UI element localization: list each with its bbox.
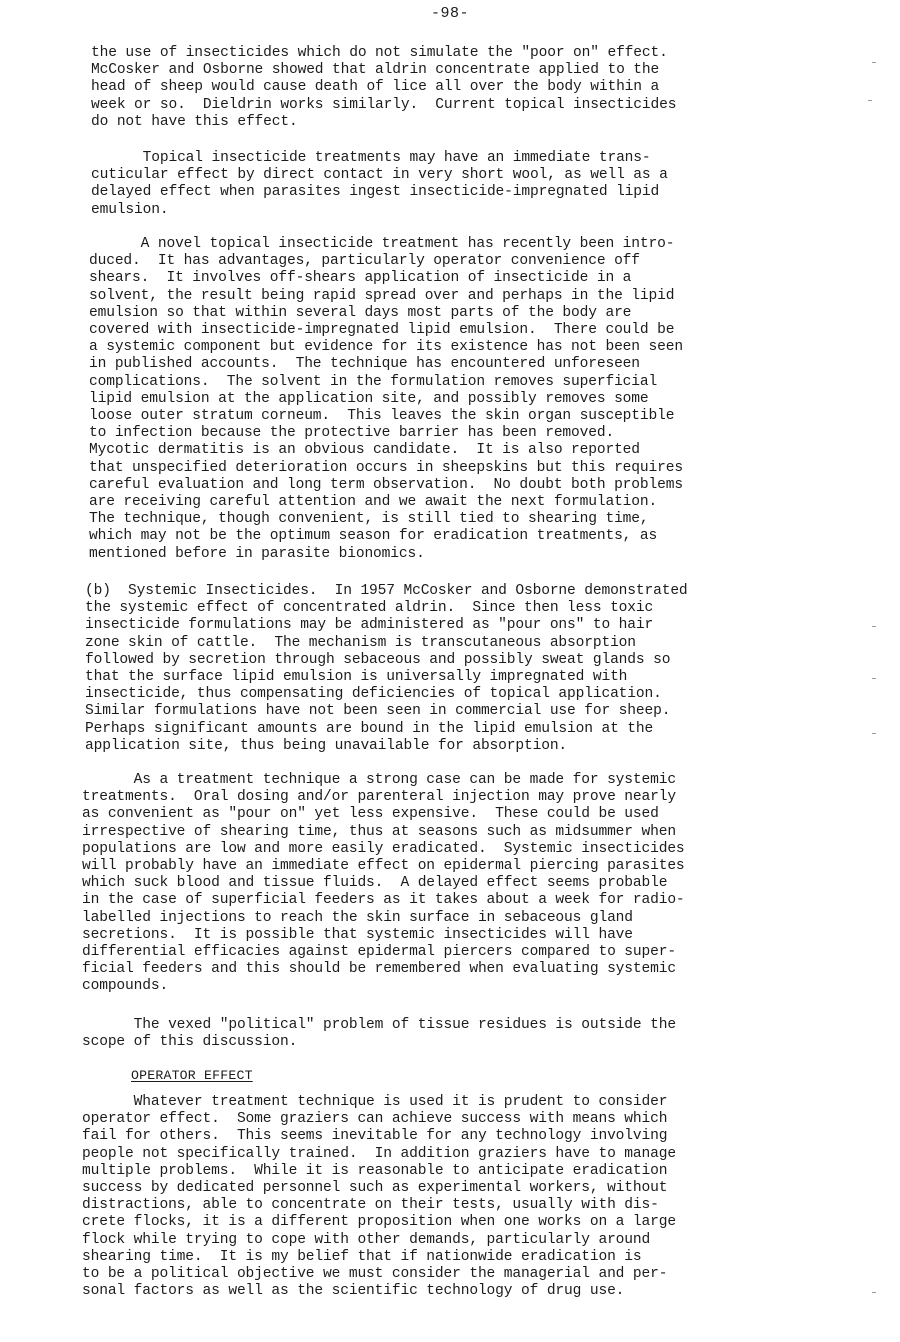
paragraph-systemic-insecticides: (b) Systemic Insecticides. In 1957 McCosker and Osborne demonstrated the systemic effect of concentrated aldrin. Since then less toxic insecticide formulations may be administered as "pour ons" to hair zone skin of cattle. The mechanism is transcutaneous absorption followed by secretion through sebaceous and possibly sweat glands so that the surface lipid emulsion is universally impregnated with insecticide, thus compensating deficiencies of topical application. Similar formulations have not been seen in commercial use for sheep. Perhaps significant amounts are bound in the lipid emulsion at the application site, thus being unavailable for absorption. (85, 583, 688, 754)
scan-mark (872, 62, 876, 63)
scan-mark (868, 100, 872, 101)
paragraph-topical-treatments: Topical insecticide treatments may have an immediate trans- cuticular effect by direct contact in very short wool, as well as a delayed effect when parasites ingest insecticide-impregnated lipid emulsion. (91, 150, 668, 218)
section-heading-operator-effect: OPERATOR EFFECT (131, 1068, 253, 1083)
paragraph-novel-topical-treatment: A novel topical insecticide treatment has recently been intro- duced. It has advantages, particularly operator convenience off shears. It involves off-shears application of insecticide in a solvent, the result being rapid spread over and perhaps in the lipid emulsion so that within several days most parts of the body are covered with insecticide-impregnated lipid emulsion. There could be a systemic component but evidence for its existence has not been seen in published accounts. The technique has encountered unforeseen complications. The solvent in the formulation removes superficial lipid emulsion at the application site, and possibly removes some loose outer stratum corneum. This leaves the skin organ susceptible to infection because the protective barrier has been removed. Mycotic dermatitis is an obvious candidate. It is also reported that unspecified deterioration occurs in sheepskins but this requires careful evaluation and long term observation. No doubt both problems are receiving careful attention and we await the next formulation. The technique, though convenient, is still tied to shearing time, which may not be the optimum season for eradication treatments, as mentioned before in parasite bionomics. (89, 236, 683, 562)
paragraph-treatment-technique: As a treatment technique a strong case can be made for systemic treatments. Oral dosing and/or parenteral injection may prove nearly as convenient as "pour on" yet less expensive. These could be used irrespective of shearing time, thus at seasons such as midsummer when populations are low and more easily eradicated. Systemic insecticides will probably have an immediate effect on epidermal piercing parasites which suck blood and tissue fluids. A delayed effect seems probable in the case of superficial feeders as it takes about a week for radio- labelled injections to reach the skin surface in sebaceous gland secretions. It is possible that systemic insecticides will have differential efficacies against epidermal piercers compared to super- ficial feeders and this should be remembered when evaluating systemic compounds. (82, 772, 685, 995)
paragraph-operator-effect: Whatever treatment technique is used it is prudent to consider operator effect. Some graziers can achieve success with means which fail for others. This seems inevitable for any technology involving people not specifically trained. In addition graziers have to manage multiple problems. While it is reasonable to anticipate eradication success by dedicated personnel such as experimental workers, without distractions, able to concentrate on their tests, usually with dis- crete flocks, it is a different proposition when one works on a large flock while trying to cope with other demands, particularly around shearing time. It is my belief that if nationwide eradication is to be a political objective we must consider the managerial and per- sonal factors as well as the scientific technology of drug use. (82, 1094, 676, 1300)
scan-mark (872, 733, 876, 734)
page-number: -98- (430, 5, 469, 22)
scan-mark (872, 1292, 876, 1293)
paragraph-insecticide-pour-on: the use of insecticides which do not simulate the "poor on" effect. McCosker and Osborne showed that aldrin concentrate applied to the head of sheep would cause death of lice all over the body within a week or so. Dieldrin works similarly. Current topical insecticides do not have this effect. (91, 45, 677, 130)
scan-mark (872, 678, 876, 679)
paragraph-tissue-residues: The vexed "political" problem of tissue residues is outside the scope of this discussion. (82, 1017, 676, 1051)
scan-mark (872, 626, 876, 627)
